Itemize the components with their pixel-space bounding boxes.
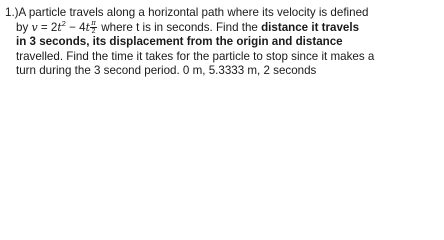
bold-distance-phrase: distance it travels [261,20,360,34]
pi-over-two-exponent [90,18,97,35]
problem-line-2 [5,18,441,36]
problem-intro-text: A particle travels along a horizontal path where its velocity is defined [18,6,369,19]
problem-line-3: in 3 seconds, its displacement from the origin and distance [16,35,343,49]
problem-number: 1.) [5,6,19,19]
time-symbol-2: t [85,20,91,34]
equation-equals: = 2 [37,20,58,34]
problem-line-5: turn during the 3 second period. 0 m, 5.3333 m, 2 seconds [16,64,317,78]
problem-line-4: travelled. Find the time it takes for the particle to stop since it makes a [16,49,375,63]
problem-text [5,6,441,79]
velocity-symbol: v [31,20,38,34]
equation-minus: − 4 [65,20,86,34]
fraction-denominator: 2 [91,27,96,35]
text-where: where t is in seconds. Find the [98,20,262,34]
problem-line-1 [5,6,441,21]
fraction-numerator: π [91,18,96,27]
exponent: 2 [61,18,66,28]
text-by: by [16,20,32,34]
time-symbol: t [57,20,62,34]
